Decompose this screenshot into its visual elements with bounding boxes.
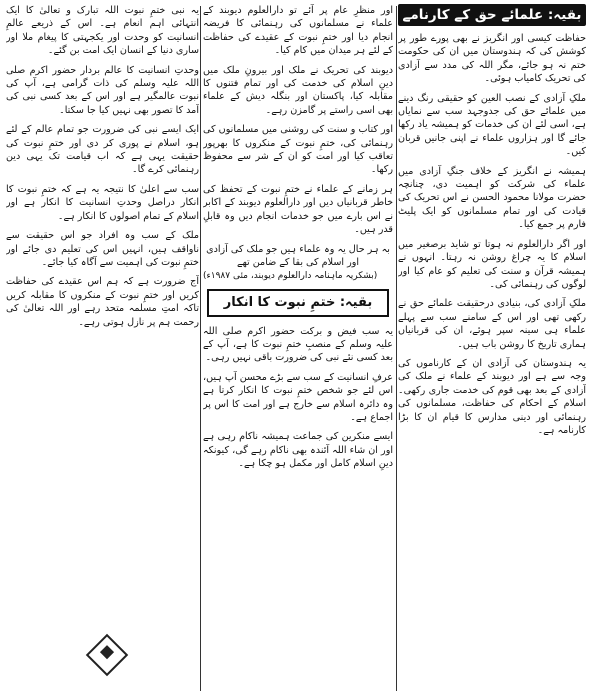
column-divider bbox=[200, 6, 201, 691]
article-paragraph: ہر زمانے کے علماء نے ختمِ نبوت کے تحفظ کی خاطر قربانیاں دیں اور دارالعلوم دیوبند کے اکابر نے اس بارے میں جو خدمات انجام دیں وہ قابلِ قدر ہیں۔ bbox=[203, 183, 393, 236]
article-paragraph: یہ نبی ختمِ نبوت اللہ تبارک و تعالیٰ کا ایک انتہائی اہم انعام ہے۔ اس کے ذریعے عالمِ انسانیت کو وحدت اور یکجہتی کا پیغام ملا اور ساری دنیا کے انسان ایک امت بن گئے۔ bbox=[6, 5, 199, 57]
article-paragraph: یہ ہندوستان کی آزادی ان کے کارناموں کی وجہ سے ہے اور دیوبند کے علماء نے ملک کی آزادی کے بعد بھی قوم کی خدمت جاری رکھی۔ اسلام کے احکام کی حفاظت، مسلمانوں کی رہنمائی اور دینی مدارس کا قیام ان کا بڑا کارنامہ ہے۔ bbox=[398, 357, 586, 436]
article-paragraph: حفاظت کیسی اور انگریز نے بھی پورے طور پر کوشش کی کہ ہندوستان میں ان کی حکومت ختم نہ ہو جائے، مگر اللہ کی مدد سے آزادی کی تحریک کامیاب ہوئی۔ bbox=[398, 33, 586, 85]
article-paragraph: اور منظرِ عام پر آئے تو دارالعلوم دیوبند کے علماء نے مسلمانوں کی رہنمائی کا فریضہ انجام دیا اور ختمِ نبوت کے عقیدے کی حفاظت کے لئے ہر میدان میں کام کیا۔ bbox=[203, 5, 393, 57]
headline-khatm-e-nubuwwat: بقیہ: ختمِ نبوت کا انکار bbox=[207, 289, 389, 317]
article-paragraph: ملکِ آزادی کے نصب العین کو حقیقی رنگ دینے میں علمائے حق کی جدوجہد سب سے نمایاں ہے، اسی لئے ان کی خدمات کو ہمیشہ یاد رکھا جائے گا اور ہزاروں علماء نے اپنی جانیں قربان کیں۔ bbox=[398, 92, 586, 158]
article-paragraph: عرفِ انسانیت کے سب سے بڑے محسن آپ ہیں، اس لئے جو شخص ختمِ نبوت کا انکار کرتا ہے وہ دائرہ اسلام سے خارج ہے اور امت کا اس پر اجماع ہے۔ bbox=[203, 371, 393, 423]
article-paragraph: آج ضرورت ہے کہ ہم اس عقیدے کی حفاظت کریں اور ختمِ نبوت کے منکروں کا مقابلہ کریں تاکہ امتِ مسلمہ متحد رہے اور اللہ تعالیٰ کی رحمت ہم پر نازل ہوتی رہے۔ bbox=[6, 276, 199, 328]
article-paragraph: یہ سب فیض و برکت حضور اکرم صلی اللہ علیہ وسلم کے منصبِ ختمِ نبوت کا ہے، آپ کے بعد کسی نئے نبی کی ضرورت باقی نہیں رہی۔ bbox=[203, 325, 393, 364]
article-paragraph: ایسے منکرین کی جماعت ہمیشہ ناکام رہی ہے اور ان شاء اللہ آئندہ بھی ناکام رہے گی، کیونکہ دینِ اسلام کامل اور مکمل ہو چکا ہے۔ bbox=[203, 431, 393, 470]
article-paragraph: ملکِ آزادی کی، بنیادی درحقیقت علمائے حق نے رکھی تھی اور اس کے سامنے سب سے پہلے علماء ہی سینہ سپر ہوئے، ان کی قربانیاں ہماری تاریخ کا روشن باب ہیں۔ bbox=[398, 298, 586, 350]
source-citation: (بشکریہ ماہنامہ دارالعلوم دیوبند، مئی ۱۹۸۷ء) bbox=[203, 270, 378, 281]
middle-column bbox=[203, 4, 393, 693]
article-paragraph: اور اگر دارالعلوم نہ ہوتا تو شاید برصغیر میں اسلام کا یہ چراغ روشن نہ رہتا۔ انہوں نے ہمیشہ قرآن و سنت کی تعلیم کو عام کیا اور لوگوں کی رہنمائی کی۔ bbox=[398, 238, 586, 290]
headline-ulama-e-haq: بقیہ: علمائے حق کے کارنامے bbox=[398, 4, 586, 26]
left-column bbox=[6, 4, 199, 693]
right-column bbox=[398, 4, 586, 693]
column-divider bbox=[396, 6, 397, 691]
article-paragraph: ایک ایسے نبی کی ضرورت جو تمام عالم کے لئے ہو، اسلام نے پوری کر دی اور ختمِ نبوت کی حقیقت یہی ہے کہ اب قیامت تک یہی دین رہنمائی کرے گا۔ bbox=[6, 124, 199, 176]
article-paragraph: وحدتِ انسانیت کا عالم بردار حضور اکرم صلی اللہ علیہ وسلم کی ذات گرامی ہے، آپ کی نبوت عالمگیر ہے اور اس کے بعد کسی نبی کی آمد کا تصور بھی نہیں کیا جا سکتا۔ bbox=[6, 64, 199, 116]
article-paragraph: اور کتاب و سنت کی روشنی میں مسلمانوں کی رہنمائی کی، ختمِ نبوت کے منکروں کا بھرپور تعاقب کیا اور امت کو ان کے شر سے محفوظ رکھا۔ bbox=[203, 124, 393, 176]
article-paragraph: سب سے اعلیٰ کا نتیجہ یہ ہے کہ ختمِ نبوت کا انکار دراصل وحدتِ انسانیت کا انکار ہے اور اسلام کے تمام اصولوں کا انکار ہے۔ bbox=[6, 183, 199, 222]
article-paragraph: دیوبند کی تحریک نے ملک اور بیرونِ ملک میں دینِ اسلام کی خدمت کی اور تمام فتنوں کا مقابلہ کیا، پاکستان اور بنگلہ دیش کے علماء بھی اسی راستے پر گامزن رہے۔ bbox=[203, 64, 393, 116]
article-paragraph: ہمیشہ نے انگریز کے خلاف جنگِ آزادی میں علماء کی شرکت کو اہمیت دی، چنانچہ حضرت مولانا محمود الحسن نے اس تحریک کی قیادت کی اور تمام مسلمانوں کو ایک پلیٹ فارم پر جمع کیا۔ bbox=[398, 165, 586, 231]
article-paragraph: ملک کے سب وہ افراد جو اس حقیقت سے ناواقف ہیں، انہیں اس کی تعلیم دی جائے اور ختمِ نبوت کی اہمیت سے آگاہ کیا جائے۔ bbox=[6, 230, 199, 268]
closing-line: بہ ہر حال یہ وہ علماء ہیں جو ملک کی آزادی اور اسلام کی بقا کے ضامن تھے bbox=[206, 243, 390, 268]
